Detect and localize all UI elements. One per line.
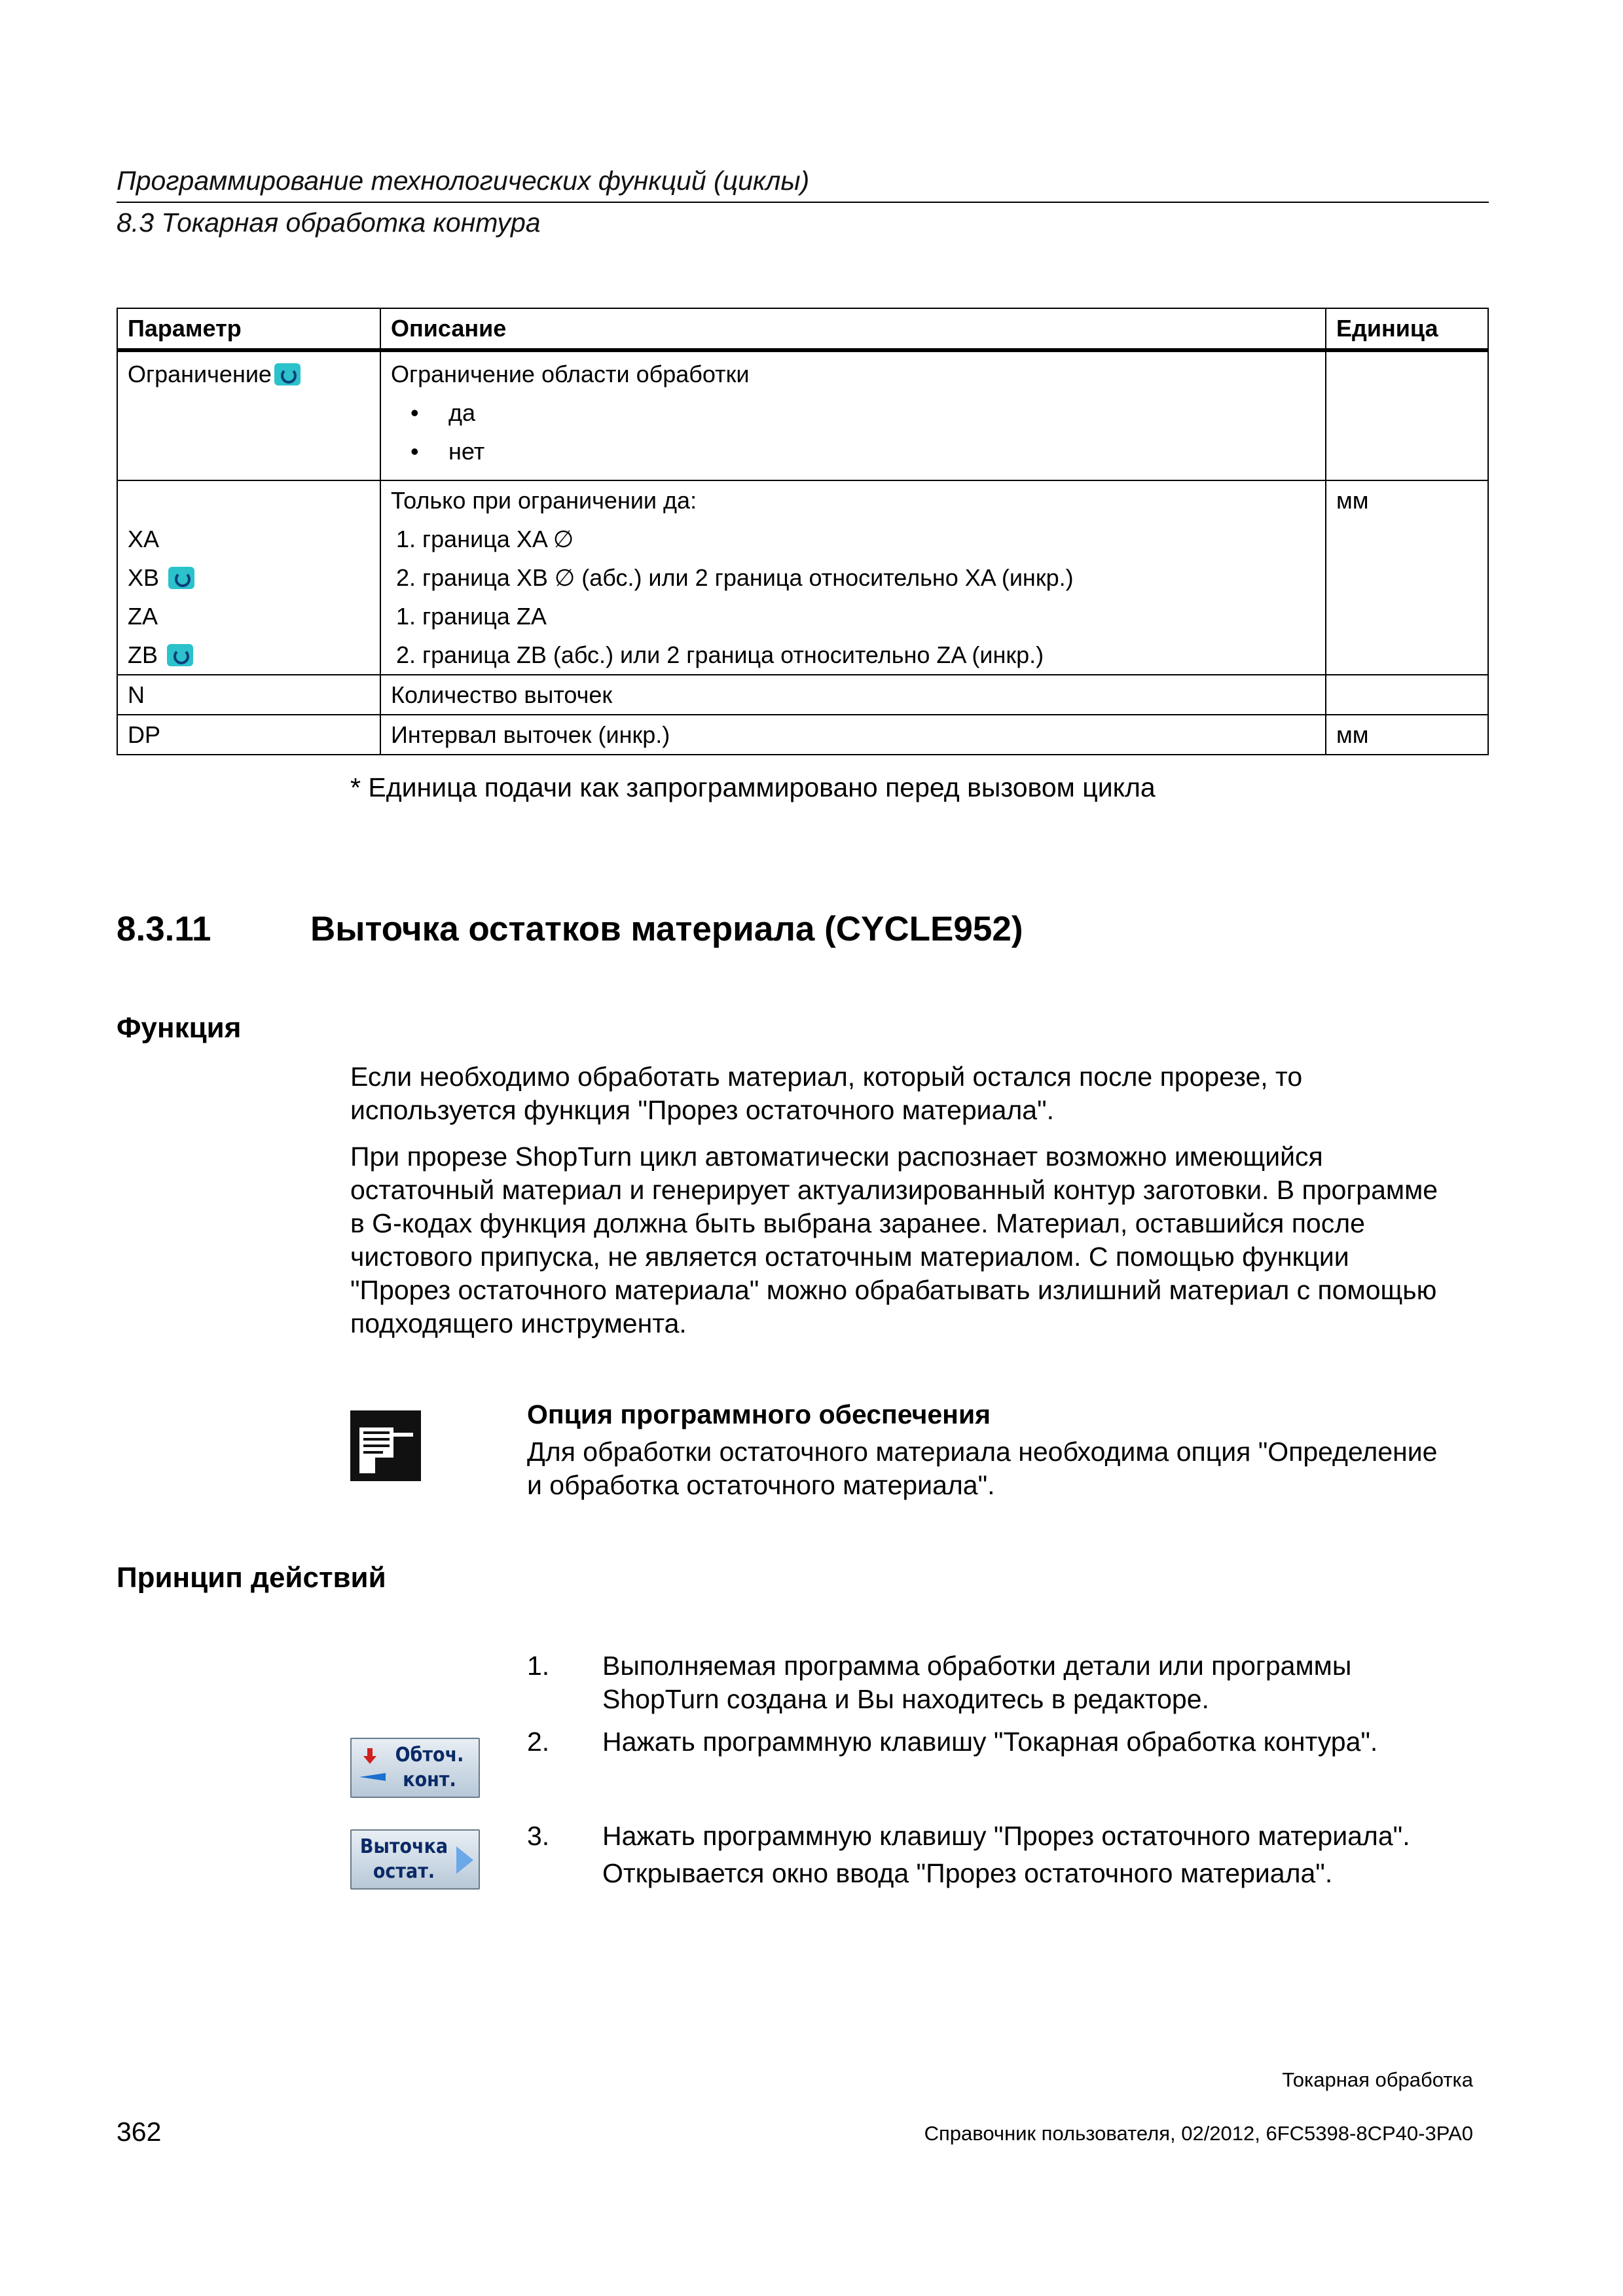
text-line: Открывается окно ввода "Прорез остаточного материала". [602, 1858, 1333, 1888]
section-title: Выточка остатков материала (CYCLE952) [310, 910, 1023, 948]
col-header-unit: Единица [1326, 308, 1488, 350]
step-text: Нажать программную клавишу "Токарная обработка контура". [602, 1727, 1378, 1757]
text-line: Выполняемая программа обработки детали или программы [602, 1651, 1352, 1681]
text-line: используется функция "Прорез остаточного материала". [350, 1095, 1055, 1125]
parameter-table [117, 308, 1489, 755]
bounds-unit: мм [1326, 480, 1488, 675]
text-line: Если необходимо обработать материал, который остался после прорезе, то [350, 1062, 1303, 1092]
option-no: • нет [391, 432, 1325, 471]
param-limit: Ограничение [128, 361, 272, 387]
param-zb-desc: 2. граница ZB (абс.) или 2 граница относительно ZA (инкр.) [396, 641, 1044, 668]
text-line: "Прорез остаточного материала" можно обрабатывать излишний материал с помощью [350, 1275, 1437, 1305]
step-number: 1. [527, 1651, 550, 1681]
param-n: N [117, 675, 380, 715]
running-header-chapter: Программирование технологических функций (циклы) [117, 166, 810, 196]
table-row [117, 350, 1488, 480]
softkey-label: конт. [403, 1768, 456, 1791]
param-limit-desc: Ограничение области обработки [391, 361, 750, 387]
param-n-unit [1326, 675, 1488, 715]
step-number: 3. [527, 1821, 550, 1851]
table-row [117, 675, 1488, 715]
table-footnote: * Единица подачи как запрограммировано перед вызовом цикла [350, 772, 1156, 802]
param-zb: ZB [128, 641, 158, 668]
footer-title: Токарная обработка [1282, 2068, 1473, 2091]
param-n-desc: Количество выточек [380, 675, 1326, 715]
toggle-cycle-icon [167, 644, 193, 666]
col-header-description: Описание [380, 308, 1326, 350]
param-xb: XB [128, 564, 160, 591]
contour-turning-icon [358, 1747, 387, 1789]
text-line: чистового припуска, не является остаточным материалом. С помощью функции [350, 1242, 1349, 1272]
contour-turning-softkey[interactable] [350, 1738, 480, 1798]
param-dp-desc: Интервал выточек (инкр.) [380, 715, 1326, 755]
text-line: остаточный материал и генерирует актуализированный контур заготовки. В программе [350, 1175, 1438, 1205]
step-number: 2. [527, 1727, 550, 1757]
param-za-desc: 1. граница ZA [396, 603, 547, 630]
text-line: и обработка остаточного материала". [527, 1470, 995, 1500]
function-paragraph-1 [350, 1060, 1496, 1127]
param-xb-desc: 2. граница XB ∅ (абс.) или 2 граница относительно XA (инкр.) [396, 564, 1074, 591]
software-option-title: Опция программного обеспечения [527, 1399, 991, 1429]
param-dp: DP [117, 715, 380, 755]
residual-material-softkey[interactable] [350, 1829, 480, 1890]
softkey-label: остат. [373, 1860, 435, 1883]
function-heading: Функция [117, 1012, 242, 1044]
col-header-parameter: Параметр [117, 308, 380, 350]
step-text [602, 1820, 1493, 1890]
text-line: ShopTurn создана и Вы находитесь в редакторе. [602, 1684, 1209, 1714]
param-za: ZA [128, 603, 158, 630]
function-paragraph-2 [350, 1140, 1496, 1340]
text-line: Нажать программную клавишу "Прорез остаточного материала". [602, 1821, 1410, 1851]
softkey-label: Выточка [359, 1835, 448, 1858]
text-line: в G-кодах функция должна быть выбрана заранее. Материал, оставшийся после [350, 1208, 1365, 1238]
softkey-label: Обточ. [395, 1744, 464, 1767]
option-yes: • да [391, 393, 1325, 432]
table-row [117, 715, 1488, 755]
text-line: подходящего инструмента. [350, 1308, 687, 1338]
page-number: 362 [117, 2117, 162, 2147]
step-text [602, 1649, 1493, 1716]
table-header-row [117, 308, 1488, 350]
toggle-cycle-icon [274, 363, 301, 386]
pointing-hand-icon [350, 1410, 421, 1481]
footer-reference: Справочник пользователя, 02/2012, 6FC5398-8CP40-3PA0 [924, 2122, 1473, 2145]
param-xa-desc: 1. граница XA ∅ [396, 526, 574, 552]
table-row [117, 480, 1488, 675]
toggle-cycle-icon [168, 567, 194, 589]
arrow-right-icon [455, 1845, 475, 1875]
param-limit-unit [1326, 350, 1488, 480]
section-number: 8.3.11 [117, 910, 211, 948]
software-option-text [527, 1435, 1496, 1502]
text-line: Для обработки остаточного материала необходима опция "Определение [527, 1437, 1438, 1467]
bounds-intro: Только при ограничении да: [391, 487, 697, 514]
principle-heading: Принцип действий [117, 1562, 386, 1594]
param-dp-unit: мм [1326, 715, 1488, 755]
header-divider [117, 202, 1489, 203]
text-line: При прорезе ShopTurn цикл автоматически распознает возможно имеющийся [350, 1141, 1323, 1172]
running-header-section: 8.3 Токарная обработка контура [117, 207, 541, 238]
param-xa: XA [128, 526, 160, 552]
